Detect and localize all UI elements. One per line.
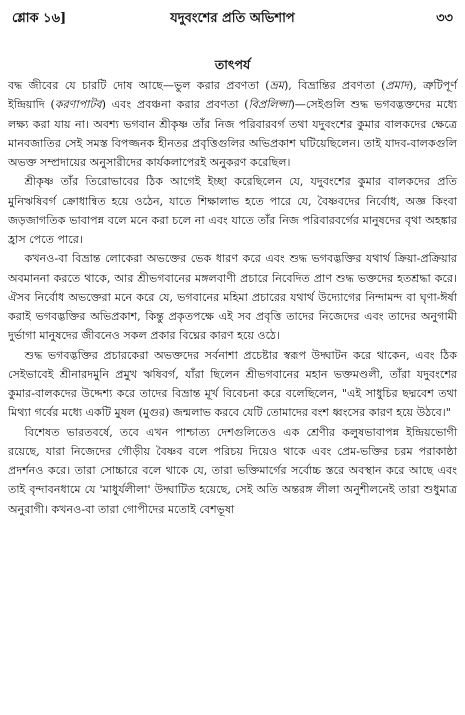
paragraph-text: বদ্ধ জীবের যে চারটি দোষ আছে—ভুল করার প্রবণতা ( xyxy=(8,79,270,92)
paragraph-text: শ্রীকৃষ্ণ তাঁর তিরোভাবের ঠিক আগেই ইচ্ছা করেছিলেন যে, যদুবংশের কুমার বালকদের প্রতি মুনিঋষিবর্গ ক্রোধান্বিত হয়ে ওঠেন, যাতে শিক্ষালাভ হতে পারে যে, বৈষ্ণবদের নির্বোধ, অজ্ঞ কিংবা জড়জাগতিক ভাবাপন্ন বলে মনে করা চলে না এবং যাতে তাঁর নিজ পরিবারবর্গের মানুষদের বৃথা অহঙ্কার হ্রাস পেতে পারে। xyxy=(8,175,457,246)
paragraph-text: ) এবং প্রবঞ্চনা করার প্রবণতা ( xyxy=(101,98,249,112)
sanskrit-term: ভ্রম xyxy=(269,79,284,92)
paragraph-text: ), ত্রুটিপূর্ণ ইন্দ্রিয়াদি ( xyxy=(8,79,457,112)
paragraph-text: বিশেষত ভারতবর্ষে, তবে এখন পাশ্চাত্য দেশগুলিতেও এক শ্রেণীর কলুষভাবাপন্ন ইন্দ্রিয়ভোগী রয়েছে, যারা নিজেদের গৌড়ীয় বৈষ্ণব বলে পরিচয় দিয়েও থাকে এবং প্রেম-ভক্তির চরম পরাকাষ্ঠা প্রদর্শনও করে। তারা সোচ্চারে বলে থাকে যে, তারা ভক্তিমার্গের সর্বোচ্চ স্তরে অবস্থান করে আছে এবং তাই বৃন্দাবনধামে যে 'মাধুর্যলীলা' উদ্ঘাটিত হয়েছে, সেই অতি অন্তরঙ্গ লীলা অনুশীলনেই তারা শুধুমাত্র অনুরাগী। কখনও-বা তারা গোপীদের মতোই বেশভূষা xyxy=(8,425,457,516)
paragraph-text: শুদ্ধ ভগবদ্ভক্তির প্রচারকেরা অভক্তদের সর্বনাশা প্রচেষ্টার স্বরূপ উদ্ঘাটন করে থাকেন, এবং ঠিক সেইভাবেই শ্রীনারদমুনি প্রমুখ ঋষিবর্গ, যাঁরা ছিলেন শ্রীভগবানের মহান ভক্তমণ্ডলী, তাঁরা যদুবংশের কুমার-বালকদের উদ্দেশ্য করে তাদের বিভ্রান্ত মূর্খ বিবেচনা করে বলেছিলেন, "এই সাধুচির ছদ্মবেশ তথা মিথ্যা গর্বের মধ্যে একটি মুষল (মুগুর) জন্মলাভ করবে যেটি তোমাদের বংশ ধ্বংসের কারণ হয়ে উঠবে।" xyxy=(8,348,457,420)
paragraph xyxy=(8,423,457,519)
paragraph xyxy=(8,76,457,172)
sanskrit-term: করণাপাটব xyxy=(54,98,102,112)
page-number: ৩৩ xyxy=(436,11,453,26)
purport-body xyxy=(8,76,457,519)
paragraph-text: ), বিভ্রান্তির প্রবণতা ( xyxy=(283,79,386,92)
paragraph-text: কখনও-বা বিভ্রান্ত লোকেরা অভক্তের ভেক ধারণ করে এবং শুদ্ধ ভগবদ্ভক্তির যথার্থ ক্রিয়া-প্রক্রিয়ার অবমাননা করতে থাকে, আর শ্রীভগবানের মঙ্গলবাণী প্রচারে নিবেদিত প্রাণ শুদ্ধ ভক্তদের হতশ্রদ্ধা করে। ঐসব নির্বোধ অভক্তেরা মনে করে যে, ভগবানের মহিমা প্রচারের যথার্থ উদ্যোগের নিন্দামন্দ বা ঘৃণা-ঈর্ষা করাই ভগবদ্ভক্তির অভিপ্রকাশ, কিন্তু প্রকৃতপক্ষে এই সব প্রবৃত্তি তাদের নিজেদের এবং তাদের অনুগামী দুর্ভাগা মানুষদের জীবনেও সকল প্রকার বিঘ্নের কারণ হয়ে ওঠে। xyxy=(8,252,457,343)
paragraph xyxy=(8,346,457,423)
verse-reference: শ্লোক ১৬] xyxy=(12,11,67,26)
paragraph-text: )—সেইগুলি শুদ্ধ ভগবদ্ভক্তদের মধ্যে লক্ষ্য করা যায় না। অবশ্য ভগবান শ্রীকৃষ্ণ তাঁর নিজ পরিবারবর্গ তথা যদুবংশের কুমার বালকদের ক্ষেত্রে মানবজাতির সেই সমস্ত বিপজ্জনক হীনতর প্রবৃত্তিগুলির অভিপ্রকাশ ঘটিয়েছিলেন। তাই যাদব-বালকগুলি অভক্ত সম্প্রদায়ের অনুসারীদের কার্যকলাপেরই অনুকরণ করেছিল। xyxy=(8,98,457,169)
book-page xyxy=(8,8,457,708)
paragraph xyxy=(8,249,457,345)
page-header xyxy=(8,8,457,30)
section-title: তাৎপর্য xyxy=(214,57,251,72)
sanskrit-term: প্রমাদ xyxy=(385,79,409,92)
sanskrit-term: বিপ্রলিপ্সা xyxy=(248,98,291,112)
paragraph xyxy=(8,172,457,249)
chapter-title: যদুবংশের প্রতি অভিশাপ xyxy=(170,11,295,26)
